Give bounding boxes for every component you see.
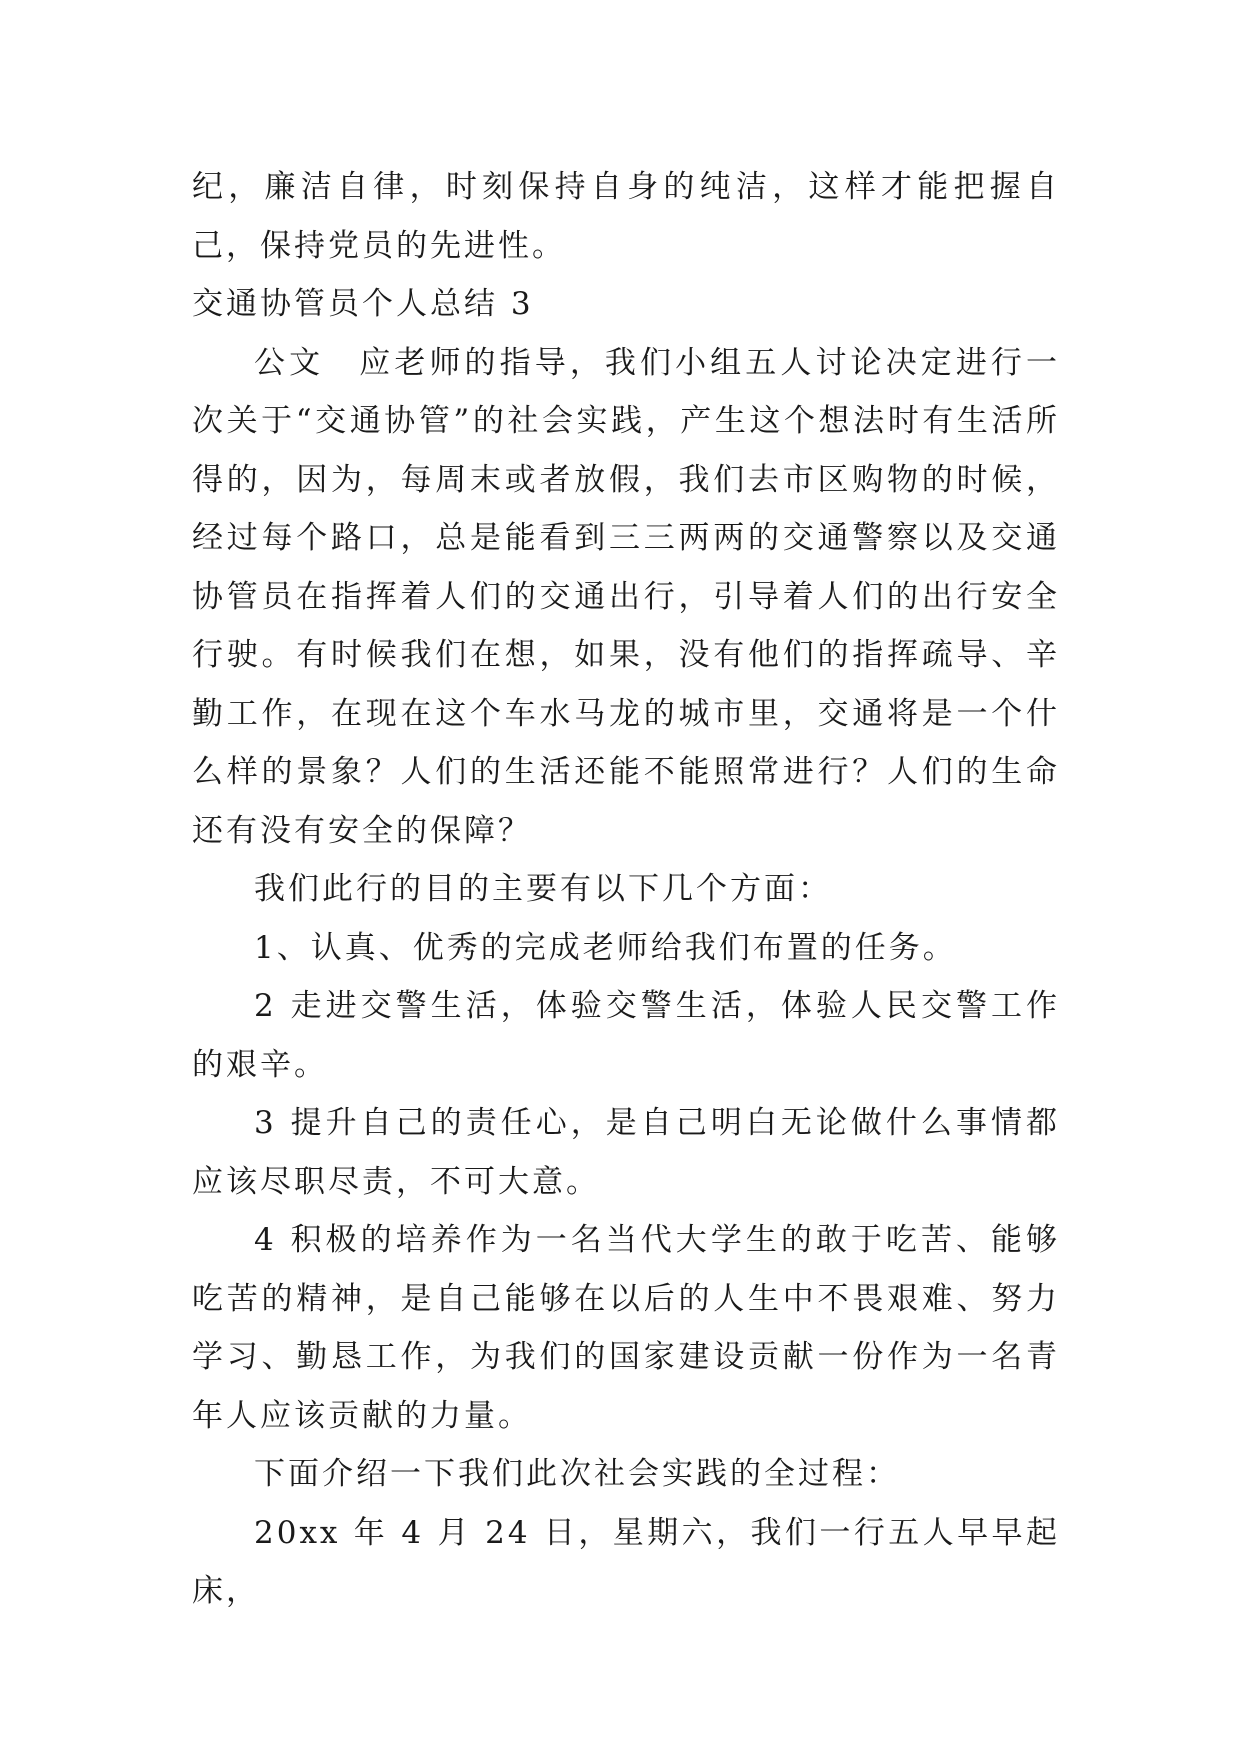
paragraph-purpose-lead: 我们此行的目的主要有以下几个方面： <box>254 871 832 907</box>
paragraph-process-lead: 下面介绍一下我们此次社会实践的全过程： <box>254 1456 900 1492</box>
list-item-4: 4 积极的培养作为一名当代大学生的敢于吃苦、能够吃苦的精神，是自己能够在以后的人生中不畏艰难、努力学习、勤恳工作，为我们的国家建设贡献一份作为一名青年人应该贡献的力量。 <box>192 1222 1060 1434</box>
paragraph-date: 20xx 年 4 月 24 日，星期六，我们一行五人早早起床， <box>192 1514 1060 1609</box>
paragraph-intro: 公文 应老师的指导，我们小组五人讨论决定进行一次关于“交通协管”的社会实践，产生这个想法时有生活所得的，因为，每周末或者放假，我们去市区购物的时候，经过每个路口，总是能看到三三两两的交通警察以及交通协管员在指挥着人们的交通出行，引导着人们的出行安全行驶。有时候我们在想，如果，没有他们的指挥疏导、辛勤工作，在现在这个车水马龙的城市里，交通将是一个什么样的景象？人们的生活还能不能照常进行？人们的生命还有没有安全的保障？ <box>192 344 1060 849</box>
document-page <box>192 158 1060 1621</box>
list-item-1: 1、认真、优秀的完成老师给我们布置的任务。 <box>254 929 957 966</box>
list-item-2: 2 走进交警生活，体验交警生活，体验人民交警工作的艰辛。 <box>192 988 1060 1083</box>
list-item-3: 3 提升自己的责任心，是自己明白无论做什么事情都应该尽职尽责，不可大意。 <box>192 1105 1060 1200</box>
section-title: 交通协管员个人总结 3 <box>192 286 534 322</box>
paragraph-continuation: 纪，廉洁自律，时刻保持自身的纯洁，这样才能把握自己，保持党员的先进性。 <box>192 169 1060 264</box>
